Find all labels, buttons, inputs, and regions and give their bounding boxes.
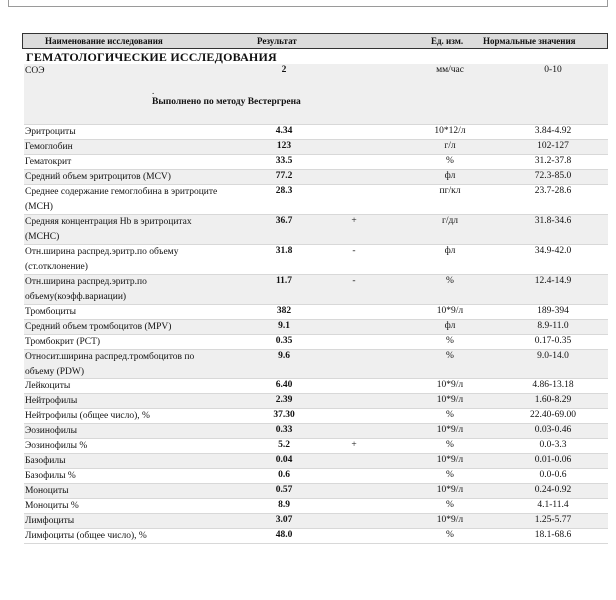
result-value: 11.7 (275, 276, 293, 286)
reference-range: 8.9-11.0 (537, 321, 569, 331)
table-row (24, 514, 608, 529)
reference-range: 3.84-4.92 (534, 126, 572, 136)
unit: % (446, 336, 454, 346)
test-name: СОЭ (25, 66, 45, 76)
test-name: Лимфоциты (общее число), % (25, 531, 147, 541)
result-value: 36.7 (275, 216, 293, 226)
result-value: 123 (276, 141, 292, 151)
reference-range: 0.0-3.3 (539, 440, 567, 450)
test-name: Средняя концентрация Hb в эритроцитах (MCHC) (25, 217, 192, 242)
unit: % (446, 410, 454, 420)
result-value: 0.04 (275, 455, 293, 465)
reference-range: 4.86-13.18 (532, 380, 574, 390)
result-value: 0.57 (275, 485, 293, 495)
result-value: 2 (281, 65, 287, 75)
table-row (24, 350, 608, 379)
test-name: Средний объем эритроцитов (MCV) (25, 172, 171, 182)
table-row (24, 499, 608, 514)
table-row (24, 469, 608, 484)
unit: % (446, 500, 454, 510)
reference-range: 9.0-14.0 (537, 351, 569, 361)
method-note: Выполнено по методу Вестергрена (152, 97, 301, 107)
table-row (24, 529, 608, 544)
test-name: Относит.ширина распред.тромбоцитов по объему (PDW) (25, 352, 195, 377)
test-name: Отн.ширина распред.эритр.по объему(коэфф.вариации) (25, 277, 147, 302)
unit: % (446, 530, 454, 540)
table-row (24, 379, 608, 394)
reference-range: 0.0-0.6 (539, 470, 567, 480)
unit: 10*9/л (436, 515, 464, 525)
unit: 10*9/л (436, 380, 464, 390)
reference-range: 22.40-69.00 (530, 410, 576, 420)
reference-range: 0.17-0.35 (534, 336, 572, 346)
reference-range: 1.60-8.29 (534, 395, 572, 405)
result-value: 0.35 (275, 336, 293, 346)
unit: 10*9/л (436, 395, 464, 405)
test-name: Гемоглобин (25, 142, 73, 152)
test-name: Нейтрофилы (общее число), % (25, 411, 150, 421)
reference-range: 31.2-37.8 (534, 156, 572, 166)
test-name: Базофилы (25, 456, 66, 466)
table-row (24, 275, 608, 305)
reference-range: 189-394 (537, 306, 569, 316)
unit: фл (444, 321, 456, 331)
reference-range: 18.1-68.6 (534, 530, 572, 540)
table-row (24, 64, 608, 125)
unit: пг/кл (439, 186, 461, 196)
header-norm: Нормальные значения (483, 36, 576, 46)
result-value: 77.2 (275, 171, 293, 181)
unit: фл (444, 171, 456, 181)
reference-range: 0.01-0.06 (534, 455, 572, 465)
result-value: 48.0 (275, 530, 293, 540)
unit: 10*9/л (436, 455, 464, 465)
header-unit: Ед. изм. (431, 36, 464, 46)
result-flag: - (352, 276, 356, 286)
reference-range: 12.4-14.9 (534, 276, 572, 286)
result-value: 6.40 (275, 380, 293, 390)
table-header (22, 33, 608, 49)
reference-range: 0-10 (544, 65, 562, 75)
table-row (24, 320, 608, 335)
result-flag: + (351, 216, 357, 226)
table-row (24, 170, 608, 185)
table-row (24, 215, 608, 245)
previous-section-frame (8, 0, 608, 7)
reference-range: 102-127 (537, 141, 569, 151)
table-row (24, 185, 608, 215)
test-name: Лимфоциты (25, 516, 75, 526)
method-dot: . (152, 86, 155, 96)
test-name: Тромбоциты (25, 307, 77, 317)
header-name: Наименование исследования (45, 36, 163, 46)
result-value: 31.8 (275, 246, 293, 256)
section-title: ГЕМАТОЛОГИЧЕСКИЕ ИССЛЕДОВАНИЯ (26, 50, 277, 64)
result-value: 0.33 (275, 425, 293, 435)
reference-range: 23.7-28.6 (534, 186, 572, 196)
result-value: 9.6 (278, 351, 290, 361)
test-name: Среднее содержание гемоглобина в эритроците (MCH) (25, 187, 218, 212)
unit: г/л (444, 141, 456, 151)
result-value: 5.2 (278, 440, 290, 450)
test-name: Средний объем тромбоцитов (MPV) (25, 322, 172, 332)
table-row (24, 335, 608, 350)
result-flag: + (351, 440, 357, 450)
reference-range: 1.25-5.77 (534, 515, 572, 525)
header-result: Результат (257, 36, 297, 46)
result-value: 33.5 (275, 156, 293, 166)
result-value: 28.3 (275, 186, 293, 196)
table-row (24, 125, 608, 140)
test-name: Моноциты (25, 486, 69, 496)
reference-range: 31.8-34.6 (534, 216, 572, 226)
table-row (24, 409, 608, 424)
table-row (24, 155, 608, 170)
table-row (24, 245, 608, 275)
unit: % (446, 470, 454, 480)
result-value: 4.34 (275, 126, 293, 136)
table-row (24, 140, 608, 155)
table-row (24, 305, 608, 320)
reference-range: 4.1-11.4 (537, 500, 569, 510)
test-name: Отн.ширина распред.эритр.по объему (ст.отклонение) (25, 247, 179, 272)
table-row (24, 484, 608, 499)
result-value: 382 (276, 306, 292, 316)
reference-range: 0.24-0.92 (534, 485, 572, 495)
test-name: Тромбокрит (PCT) (25, 337, 101, 347)
test-name: Базофилы % (25, 471, 76, 481)
test-name: Моноциты % (25, 501, 79, 511)
table-row (24, 424, 608, 439)
unit: % (446, 156, 454, 166)
test-name: Эозинофилы % (25, 441, 88, 451)
unit: 10*12/л (434, 126, 466, 136)
unit: 10*9/л (436, 425, 464, 435)
unit: % (446, 276, 454, 286)
unit: г/дл (441, 216, 459, 226)
result-value: 8.9 (278, 500, 290, 510)
test-name: Эозинофилы (25, 426, 78, 436)
result-value: 37.30 (273, 410, 295, 420)
test-name: Нейтрофилы (25, 396, 78, 406)
result-value: 9.1 (278, 321, 290, 331)
unit: 10*9/л (436, 306, 464, 316)
table-row (24, 394, 608, 409)
reference-range: 0.03-0.46 (534, 425, 572, 435)
result-value: 0.6 (278, 470, 290, 480)
test-name: Эритроциты (25, 127, 76, 137)
reference-range: 34.9-42.0 (534, 246, 572, 256)
unit: мм/час (436, 65, 464, 75)
test-name: Лейкоциты (25, 381, 71, 391)
table-row (24, 439, 608, 454)
table-row (24, 454, 608, 469)
result-flag: - (352, 246, 356, 256)
unit: % (446, 440, 454, 450)
test-name: Гематокрит (25, 157, 72, 167)
result-value: 3.07 (275, 515, 293, 525)
unit: % (446, 351, 454, 361)
unit: 10*9/л (436, 485, 464, 495)
unit: фл (444, 246, 456, 256)
reference-range: 72.3-85.0 (534, 171, 572, 181)
result-value: 2.39 (275, 395, 293, 405)
